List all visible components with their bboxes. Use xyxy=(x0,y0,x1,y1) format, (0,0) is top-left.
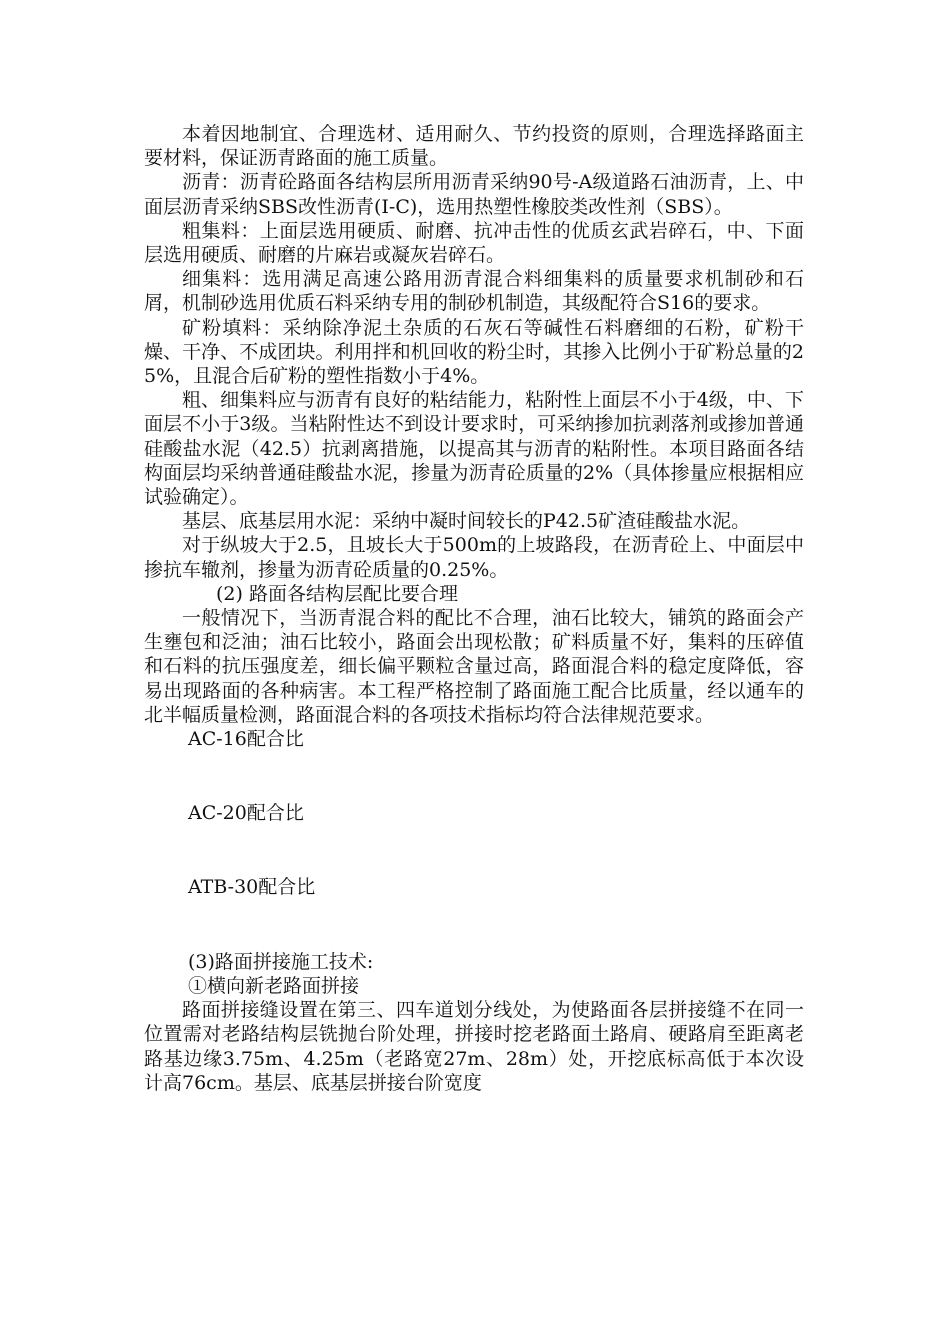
paragraph-principle: 本着因地制宜、合理选材、适用耐久、节约投资的原则，合理选择路面主要材料，保证沥青路面的施工质量。 xyxy=(144,123,804,170)
blank-space xyxy=(144,900,804,950)
mix-label-ac16: AC-16配合比 xyxy=(188,728,304,751)
section-2-heading: (2) 路面各结构层配比要合理 xyxy=(216,582,458,605)
paragraph-splicing: 路面拼接缝设置在第三、四车道划分线处，为使路面各层拼接缝不在同一位置需对老路结构层铣抛台阶处理，拼接时挖老路面土路肩、硬路肩至距离老路基边缘3.75m、4.25m（老路宽27m、28m）处，开挖底标高低于本次设计高76cm。基层、底基层拼接台阶宽度 xyxy=(144,999,804,1094)
blank-space xyxy=(144,825,804,875)
paragraph-coarse-aggregate: 粗集料：上面层选用硬质、耐磨、抗冲击性的优质玄武岩碎石，中、下面层选用硬质、耐磨的片麻岩或凝灰岩碎石。 xyxy=(144,219,804,267)
section-3-heading: (3)路面拼接施工技术: xyxy=(188,950,374,973)
document-body xyxy=(144,122,804,1095)
paragraph-fine-aggregate: 细集料：选用满足高速公路用沥青混合料细集料的质量要求机制砂和石屑，机制砂选用优质石料采纳专用的制砂机制造，其级配符合S16的要求。 xyxy=(144,268,804,315)
paragraph-asphalt: 沥青：沥青砼路面各结构层所用沥青采纳90号-A级道路石油沥青，上、中面层沥青采纳SBS改性沥青(I-C)，选用热塑性橡胶类改性剂（SBS）。 xyxy=(144,171,804,218)
paragraph-mineral-filler: 矿粉填料：采纳除净泥土杂质的石灰石等碱性石料磨细的石粉，矿粉干燥、干净、不成团块。利用拌和机回收的粉尘时，其掺入比例小于矿粉总量的25%，且混合后矿粉的塑性指数小于4%。 xyxy=(144,316,804,388)
paragraph-anti-rutting: 对于纵坡大于2.5，且坡长大于500m的上坡路段，在沥青砼上、中面层中掺抗车辙剂，掺量为沥青砼质量的0.25%。 xyxy=(144,534,804,581)
paragraph-cement: 基层、底基层用水泥：采纳中凝时间较长的P42.5矿渣硅酸盐水泥。 xyxy=(182,510,751,533)
paragraph-adhesion: 粗、细集料应与沥青有良好的粘结能力，粘附性上面层不小于4级，中、下面层不小于3级。当粘附性达不到设计要求时，可采纳掺加抗剥落剂或掺加普通硅酸盐水泥（42.5）抗剥离措施，以提高其与沥青的粘附性。本项目路面各结构面层均采纳普通硅酸盐水泥，掺量为沥青砼质量的2%（具体掺量应根据相应试验确定）。 xyxy=(144,389,804,509)
mix-label-atb30: ATB-30配合比 xyxy=(188,876,316,899)
blank-space xyxy=(144,751,804,801)
paragraph-mix-ratio: 一般情况下，当沥青混合料的配比不合理，油石比较大，铺筑的路面会产生壅包和泛油；油石比较小，路面会出现松散；矿料质量不好，集料的压碎值和石料的抗压强度差，细长偏平颗粒含量过高，路面混合料的稳定度降低，容易出现路面的各种病害。本工程严格控制了路面施工配合比质量，经以通车的北半幅质量检测，路面混合料的各项技术指标均符合法律规范要求。 xyxy=(144,607,804,726)
section-3-subheading: ①横向新老路面拼接 xyxy=(188,974,360,997)
mix-label-ac20: AC-20配合比 xyxy=(188,802,304,825)
